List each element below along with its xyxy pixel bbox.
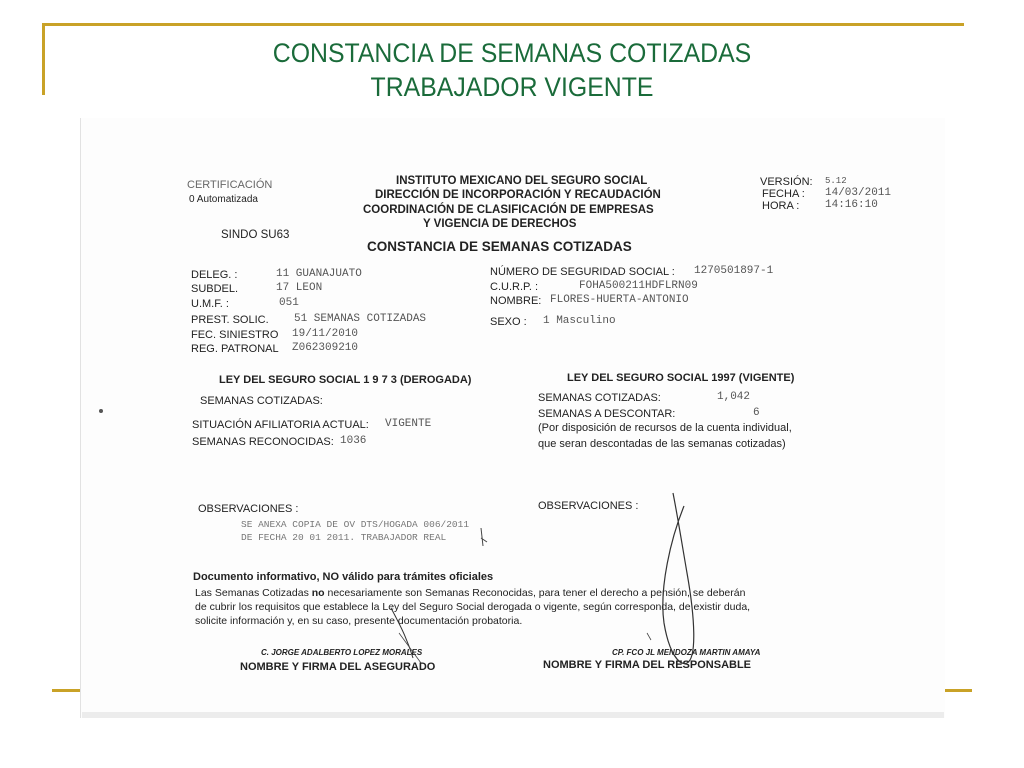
frame-bottom-right-line	[944, 689, 972, 692]
disclaimer-line1-post: necesariamente son Semanas Reconocidas, para tener el derecho a pensión, se deberán	[327, 587, 746, 599]
situacion-label: SITUACIÓN AFILIATORIA ACTUAL:	[192, 419, 369, 431]
signature-ink	[81, 118, 945, 718]
version-value: 5.12	[825, 176, 847, 186]
reg-patronal-label: REG. PATRONAL	[191, 343, 279, 355]
document-title: CONSTANCIA DE SEMANAS COTIZADAS	[367, 239, 632, 254]
signer-right-caption: NOMBRE Y FIRMA DEL RESPONSABLE	[543, 659, 752, 671]
observaciones-left-label: OBSERVACIONES :	[198, 503, 299, 515]
disclaimer-title: Documento informativo, NO válido para trámites oficiales	[193, 571, 494, 583]
situacion-value: VIGENTE	[385, 418, 432, 430]
descontar-label: SEMANAS A DESCONTAR:	[538, 408, 676, 420]
prest-solic-value: 51 SEMANAS COTIZADAS	[294, 313, 427, 325]
reg-patronal-value: Z062309210	[292, 342, 359, 354]
institution-line1: INSTITUTO MEXICANO DEL SEGURO SOCIAL	[396, 175, 648, 187]
disclaimer-line1-bold: no	[311, 587, 325, 599]
version-label: VERSIÓN:	[760, 176, 813, 188]
nss-value: 1270501897-1	[694, 265, 774, 277]
nss-label: NÚMERO DE SEGURIDAD SOCIAL :	[490, 266, 675, 278]
curp-value: FOHA500211HDFLRN09	[579, 280, 698, 292]
nombre-value: FLORES-HUERTA-ANTONIO	[550, 294, 689, 306]
prest-solic-label: PREST. SOLIC.	[191, 314, 269, 326]
ley97-semanas-label: SEMANAS COTIZADAS:	[538, 392, 661, 404]
reconocidas-label: SEMANAS RECONOCIDAS:	[192, 436, 334, 448]
sexo-value: 1 Masculino	[543, 315, 616, 327]
fec-siniestro-label: FEC. SINIESTRO	[191, 329, 279, 341]
ley73-title: LEY DEL SEGURO SOCIAL 1 9 7 3 (DEROGADA)	[219, 374, 472, 386]
hora-label: HORA :	[762, 200, 800, 212]
observaciones-left-line1: SE ANEXA COPIA DE OV DTS/HOGADA 006/2011	[241, 519, 470, 530]
disclaimer-line1-pre: Las Semanas Cotizadas	[195, 587, 309, 599]
scanned-document	[80, 118, 945, 718]
ley97-note-line2: que seran descontadas de las semanas cotizadas)	[538, 438, 786, 450]
signer-left-caption: NOMBRE Y FIRMA DEL ASEGURADO	[240, 661, 436, 673]
sindo-code: SINDO SU63	[221, 229, 290, 241]
curp-label: C.U.R.P. :	[490, 281, 539, 293]
document-bottom-edge	[82, 712, 944, 718]
sexo-label: SEXO :	[490, 316, 527, 328]
fecha-value: 14/03/2011	[825, 187, 892, 199]
signer-right-name: CP. FCO JL MENDOZA MARTIN AMAYA	[612, 648, 761, 657]
ley97-note-line1: (Por disposición de recursos de la cuenta individual,	[538, 422, 792, 434]
umf-label: U.M.F. :	[191, 298, 229, 310]
slide-title-line1: CONSTANCIA DE SEMANAS COTIZADAS	[272, 38, 752, 68]
ley73-semanas-label: SEMANAS COTIZADAS:	[200, 395, 323, 407]
frame-top-line	[42, 23, 964, 26]
deleg-label: DELEG. :	[191, 269, 238, 281]
certificacion-label: CERTIFICACIÓN	[187, 179, 273, 191]
signer-left-name: C. JORGE ADALBERTO LOPEZ MORALES	[261, 648, 423, 657]
certificacion-value: 0 Automatizada	[189, 194, 258, 205]
deleg-value: 11 GUANAJUATO	[276, 268, 362, 280]
frame-bottom-left-line	[52, 689, 82, 692]
institution-line2: DIRECCIÓN DE INCORPORACIÓN Y RECAUDACIÓN	[375, 189, 661, 201]
ley97-semanas-value: 1,042	[717, 391, 751, 403]
slide-title-line2: TRABAJADOR VIGENTE	[370, 72, 654, 102]
observaciones-right-label: OBSERVACIONES :	[538, 500, 639, 512]
ley97-title: LEY DEL SEGURO SOCIAL 1997 (VIGENTE)	[567, 372, 795, 384]
institution-line3: COORDINACIÓN DE CLASIFICACIÓN DE EMPRESAS	[363, 204, 654, 216]
reconocidas-value: 1036	[340, 435, 367, 447]
disclaimer-line3: solicite información y, en su caso, presente documentación probatoria.	[195, 615, 523, 627]
subdel-value: 17 LEON	[276, 282, 323, 294]
slide-title	[41, 36, 983, 104]
fec-siniestro-value: 19/11/2010	[292, 328, 359, 340]
institution-line4: Y VIGENCIA DE DERECHOS	[423, 218, 577, 230]
descontar-value: 6	[753, 407, 760, 419]
observaciones-left-line2: DE FECHA 20 01 2011. TRABAJADOR REAL	[241, 532, 447, 543]
disclaimer-line2: de cubrir los requisitos que establece la Ley del Seguro Social derogada o vigente, según corresponda, de existir duda,	[195, 601, 751, 613]
fecha-label: FECHA :	[762, 188, 805, 200]
umf-value: 051	[279, 297, 299, 309]
nombre-label: NOMBRE:	[490, 295, 542, 307]
subdel-label: SUBDEL.	[191, 283, 239, 295]
hora-value: 14:16:10	[825, 199, 878, 211]
